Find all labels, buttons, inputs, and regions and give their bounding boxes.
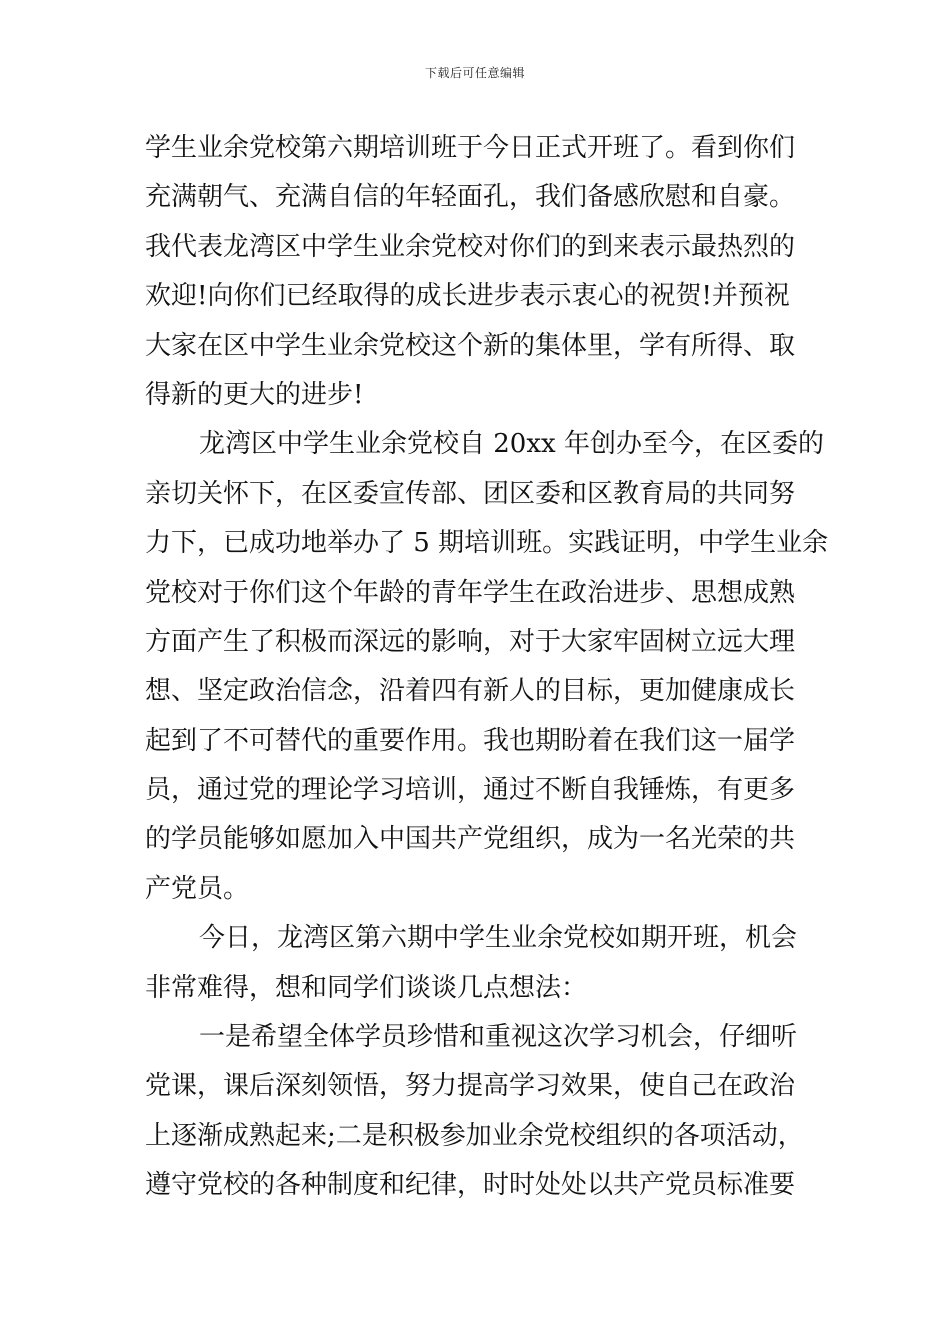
text-line: 起到了不可替代的重要作用。我也期盼着在我们这一届学 (145, 725, 796, 756)
page-header: 下载后可任意编辑 (424, 66, 525, 80)
text-line: 遵守党校的各种制度和纪律，时时处处以共产党员标准要 (145, 1170, 796, 1201)
document-body (145, 124, 829, 1211)
paragraph-4 (145, 1013, 807, 1211)
text-line: 我代表龙湾区中学生业余党校对你们的到来表示最热烈的 (145, 231, 796, 262)
text-line: 大家在区中学生业余党校这个新的集体里，学有所得、取 (145, 330, 796, 361)
text-line: 产党员。 (145, 873, 250, 904)
text-line: 得新的更大的进步! (145, 379, 364, 410)
text-line: 学生业余党校第六期培训班于今日正式开班了。看到你们 (145, 133, 796, 163)
text-line: 党课，课后深刻领悟，努力提高学习效果，使自己在政治 (145, 1071, 796, 1102)
text-line: 党校对于你们这个年龄的青年学生在政治进步、思想成熟 (145, 577, 796, 608)
text-line: 今日，龙湾区第六期中学生业余党校如期开班，机会 (199, 923, 798, 954)
paragraph-2 (145, 420, 829, 914)
text-line: 方面产生了积极而深远的影响，对于大家牢固树立远大理 (145, 626, 796, 657)
text-line: 力下，已成功地举办了 5 期培训班。实践证明，中学生业余 (145, 528, 829, 559)
text-line: 龙湾区中学生业余党校自 20xx 年创办至今，在区委的 (199, 429, 824, 460)
text-line: 想、坚定政治信念，沿着四有新人的目标，更加健康成长 (145, 676, 796, 707)
text-line: 非常难得，想和同学们谈谈几点想法： (145, 972, 588, 1003)
text-line: 欢迎!向你们已经取得的成长进步表示衷心的祝贺!并预祝 (145, 281, 790, 312)
text-line: 上逐渐成熟起来;二是积极参加业余党校组织的各项活动， (145, 1120, 804, 1151)
text-line: 员，通过党的理论学习培训，通过不断自我锤炼，有更多 (145, 775, 796, 806)
paragraph-1 (145, 124, 807, 420)
paragraph-3 (145, 914, 807, 1013)
text-line: 一是希望全体学员珍惜和重视这次学习机会，仔细听 (199, 1022, 798, 1053)
text-line: 的学员能够如愿加入中国共产党组织，成为一名光荣的共 (145, 824, 796, 855)
text-line: 亲切关怀下，在区委宣传部、团区委和区教育局的共同努 (145, 478, 796, 509)
text-line: 充满朝气、充满自信的年轻面孔，我们备感欣慰和自豪。 (145, 182, 796, 213)
